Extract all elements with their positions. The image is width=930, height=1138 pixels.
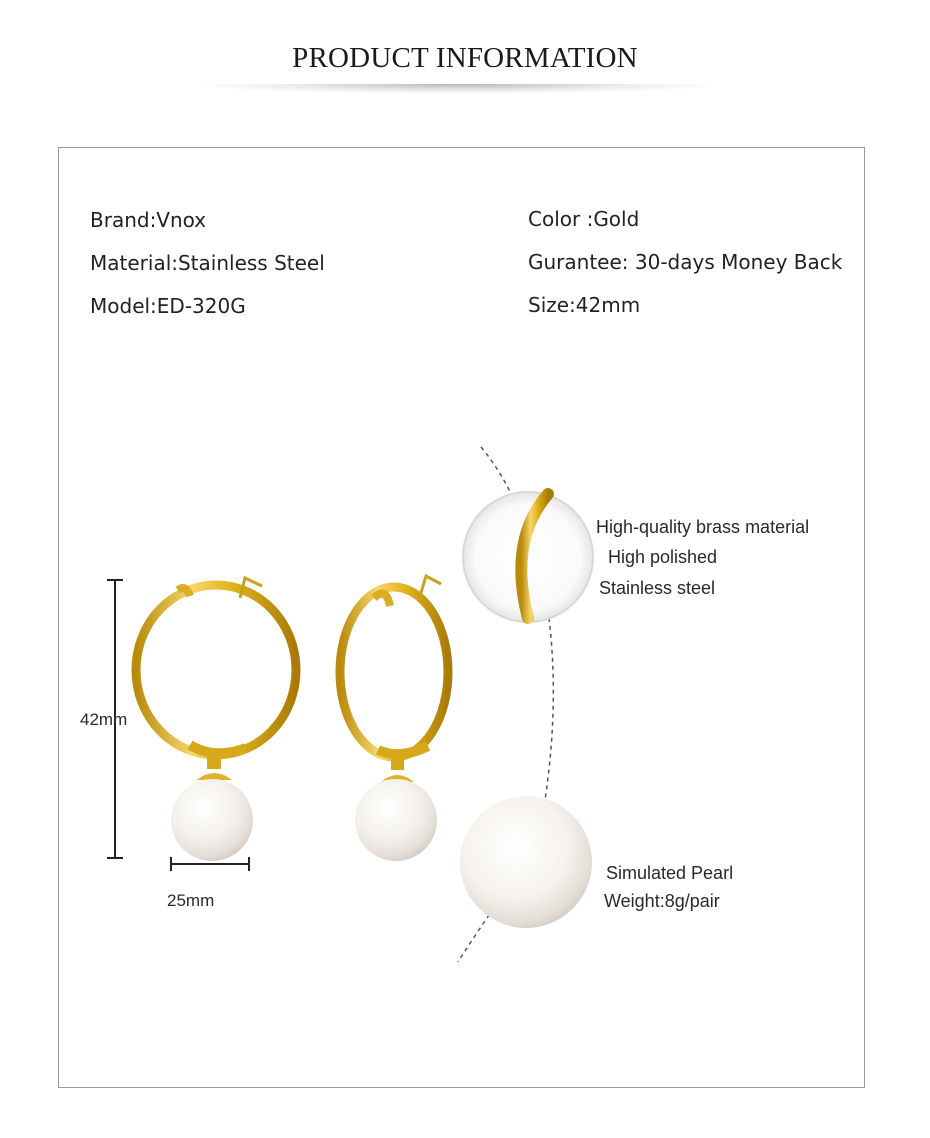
earring-left — [136, 578, 296, 861]
metal-callout-line1: High-quality brass material — [596, 517, 810, 537]
metal-detail-lens — [463, 492, 593, 622]
spec-brand: Brand:Vnox — [90, 208, 207, 232]
earring-right — [340, 576, 448, 861]
pearl-detail — [460, 796, 592, 928]
spec-model: Model:ED-320G — [90, 294, 246, 318]
metal-callout-line2: High polished — [608, 547, 718, 567]
spec-size: Size:42mm — [528, 293, 641, 317]
spec-guarantee: Gurantee: 30-days Money Back — [528, 250, 843, 274]
width-label: 25mm — [167, 891, 215, 910]
metal-callout-line3: Stainless steel — [599, 578, 716, 598]
height-label: 42mm — [80, 710, 128, 729]
page-title: PRODUCT INFORMATION — [292, 42, 638, 74]
pearl-callout-line2: Weight:8g/pair — [604, 891, 720, 911]
spec-color: Color :Gold — [528, 207, 640, 231]
spec-material: Material:Stainless Steel — [90, 251, 325, 275]
pearl-callout-line1: Simulated Pearl — [606, 863, 734, 883]
